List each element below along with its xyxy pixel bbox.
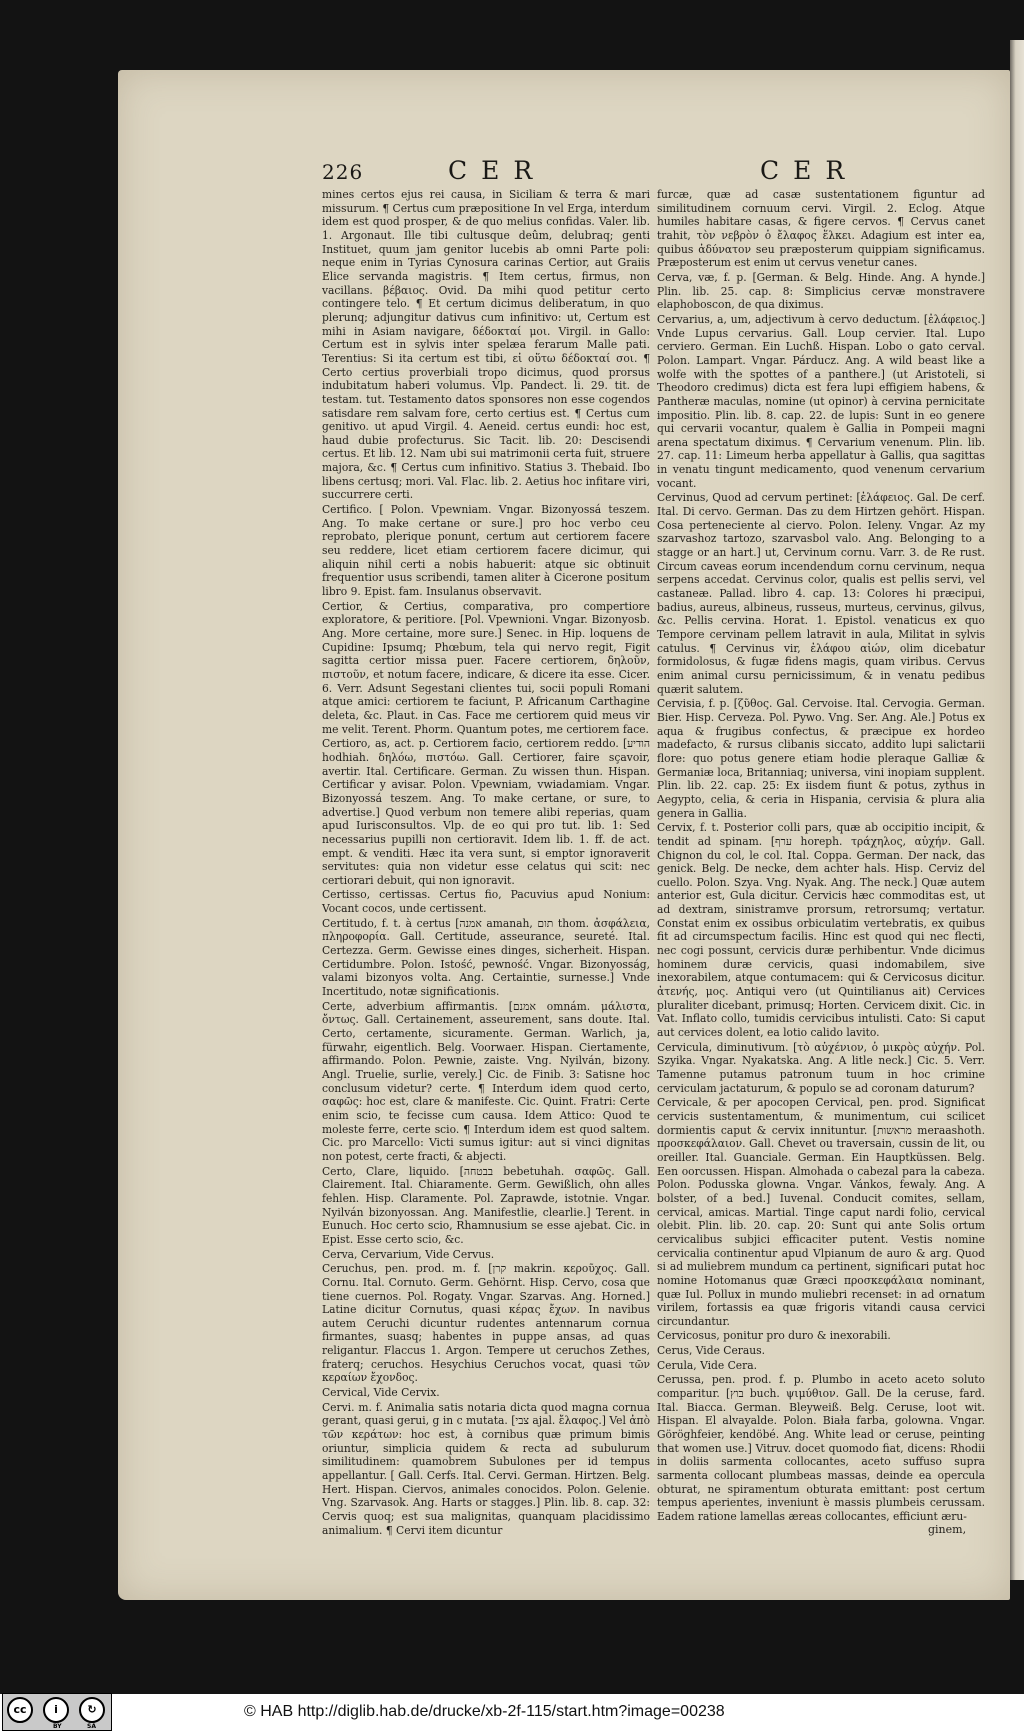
dictionary-entry: Cervinus, Quod ad cervum pertinet: [ἐλάφειος. Gal. De cerf. Ital. Di cervo. German. Das zu dem Hirtzen gehört. Hispan. Cosa perteneciente al ciervo. Polon. Ieleny. Vngar. Az my szarvashoz tartozo, szarvasbol valo. Ang. Belonging to a stagge or an hart.] ut, Cervinum cornu. Varr. 3. de Re rust. Circum caveas eorum incendendum cornu cervinum, nequa serpens accedat. Cervinus color, qualis est pellis servi, vel castaneæ. Pallad. libro 4. cap. 13: Colores hi præcipui, badius, aureus, albineus, russeus, murteus, cervinus, gilvus, &c. Pellis cervina. Horat. 1. Epistol. venaticus ex quo Tempore cervinam pellem latravit in aula, Militat in sylvis catulus. ¶ Cervinus vir, ἐλάφου αἰών, olim dicebatur formidolosus, & fugæ fidens magis, quam viribus. Cervus enim animal cursu pernicissimum, & in venatu pedibus quærit salutem. xyxy=(657,491,985,696)
next-page-edge xyxy=(1010,40,1024,1580)
attribution-icon: i xyxy=(43,1697,69,1723)
dictionary-entry: Cerva, Cervarium, Vide Cervus. xyxy=(322,1247,495,1261)
dictionary-entry: mines certos ejus rei causa, in Siciliam & terra & mari missurum. ¶ Certus cum præpositione In vel Erga, interdum idem est quod prosper, & de quo melius confidas. Valer. lib. 1. Argonaut. Ille tibi cultusque deûm, delubraq; genti Instituet, quum jam genitor lucebis ab omni Parte poli: neque enim in Tyrias Cynosura carinas Certior, aut Graiis Elice servanda magistris. ¶ Item certus, firmus, non vacillans. βέβαιος. Ovid. Da mihi quod petitur certo contingere telo. ¶ Et certum dicimus deliberatum, in quo plerunq; adjungitur dativus cum infinitivo: ut, Certum est mihi in Asiam navigare, δέδοκταί μοι. Virgil. in Gallo: Certum est in sylvis inter spelæa ferarum Malle pati. Terentius: Si ita certum est tibi, εἰ οὕτω δέδοκταί σοι. ¶ Certo certius proverbiali tropo dicimus, quod prorsus indubitatum haberi volumus. Vlp. Pandect. li. 29. tit. de testam. tut. Testamento datos sponsores non esse cogendos satisdare rem salvam fore, certo certius est. ¶ Certus cum genitivo. ut apud Virgil. 4. Aeneid. certus eundi: hoc est, haud dubie profecturus. Sic Tacit. lib. 20: Descisendi certus. Et lib. 12. Nam ubi sui matrimonii certa fuit, struere majora, &c. ¶ Certus cum infinitivo. Statius 3. Thebaid. Ibo libens certusq; mori. Val. Flac. lib. 2. Aetius hoc infitare viri, succurrere certi. xyxy=(322,188,651,502)
right-column xyxy=(657,188,985,1523)
dictionary-entry: Certior, & Certius, comparativa, pro compertiore exploratore, & peritiore. [Pol. Vpewnioni. Vngar. Bizonyosb. Ang. More certaine, more sure.] Senec. in Hip. loquens de Cupidine: Ipsumq; Phœbum, tela qui nervo regit, Figit sagitta certior missa puer. Facere certiorem, δηλοῦν, πιστοῦν, et notum facere, indicare, & dicere ita esse. Cicer. 6. Verr. Adsunt Segestani clientes tui, socii populi Romani atque amici: certiorem te faciunt, P. Africanum Carthagine deleta, &c. Plaut. in Cas. Face me certiorem quid meus vir me velit. Terent. Phorm. Quantum potes, me certiorem face. xyxy=(322,599,650,736)
dictionary-entry: furcæ, quæ ad casæ sustentationem figuntur ad similitudinem cornuum cervi. Virgil. 2. Eclog. Atque humiles habitare casas, & figere cervos. ¶ Cervus canet trahit, τὸν νεβρὸν ὁ ἔλαφος ἕλκει. Adagium est inter ea, quibus ἀδύνατον seu præposterum quippiam significamus. Præposterum est enim ut cervus venetur canes. xyxy=(657,188,985,270)
dictionary-entry: Cervix, f. t. Posterior colli pars, quæ ab occipitio incipit, & tendit ad spinam. [ערף horeph. τράχηλος, αὐχήν. Gall. Chignon du col, le col. Ital. Coppa. German. Der nack, das genick. Belg. De necke, dem achter hals. Hisp. Cerviz del cuello. Polon. Szya. Vng. Nyak. Ang. The neck.] Quæ autem anterior est, Gula dicitur. Cervicis hæc commoditas est, ut ad dextram, sinistramve prorsum, retrorsumq; vertatur. Constat enim ex ossibus orbiculatim vertebratis, ex quibus fit ad circumspectum facilis. Hinc est quod qui nec flecti, nec cogi possunt, cervicis duræ perhibentur. Vnde dicimus hominem duræ cervicis, quasi indomabilem, sive inexorabilem, atque contumacem: qui & Cervicosus dicitur. ἀτενής, μος. Antiqui vero (ut Quintilianus ait) Cervices pluraliter dicebant, primusq; Horten. Cervicem dixit. Cic. in Vat. Inflato collo, tumidis cervicibus intulisti. Cato: Si caput aut cervices dolent, ea lotio calido lavito. xyxy=(657,821,985,1040)
dictionary-entry: Certifico. [ Polon. Vpewniam. Vngar. Bizonyossá teszem. Ang. To make certane or sure.] pro hoc verbo ceu reprobato, plerique ponunt, certum aut certiorem facere seu reddere, licet etiam certiorem facere dicimur, qui aliquin nihil certi a nobis habuerit: atque sic obtinuit frequentior usus scribendi, tamen aliter à Cicerone positum libro 9. Epist. fam. Insulanus observavit. xyxy=(322,503,650,599)
dictionary-entry: Cervical, Vide Cervix. xyxy=(322,1386,440,1400)
license-by-label: BY xyxy=(53,1723,62,1730)
source-credit: © HAB http://diglib.hab.de/drucke/xb-2f-115/start.htm?image=00238 xyxy=(244,1703,725,1720)
license-sa-label: SA xyxy=(87,1723,96,1730)
dictionary-entry: Cervarius, a, um, adjectivum à cervo deductum. [ἐλάφειος.] Vnde Lupus cervarius. Gall. Loup cervier. Ital. Lupo cerviero. German. Ein Luchß. Hispan. Lobo o gato cerval. Polon. Lampart. Vngar. Párducz. Ang. A wild beast like a wolfe with the spottes of a panthere.] (ut Aristoteli, si Theodoro credimus) dicta est fera lupi effigiem habens, & Pantheræ maculas, nomine (ut opinor) à cervina pernicitate impositio. Plin. lib. 8. cap. 22. de lupis: Sunt in eo genere qui cervarii vocantur, qualem è Gallia in Pompeii magni arena spectatum diximus. ¶ Cervarium venenum. Plin. lib. 27. cap. 11: Limeum herba appellatur à Gallis, qua sagittas in venatu tingunt medicamento, quod venenum cervarium vocant. xyxy=(657,312,985,490)
dictionary-entry: Cerussa, pen. prod. f. p. Plumbo in aceto aceto soluto comparitur. [בוץ buch. ψιμύθιον. Gall. De la ceruse, fard. Ital. Biacca. German. Bleyweiß. Belg. Ceruse, loot wit. Hispan. El alvayalde. Polon. Biała farba, golowna. Vngar. Göröghfeier, kendöbé. Ang. White lead or ceruse, peinting that women use.] Vitruv. docet quomodo fiat, dicens: Rhodii in doliis sarmenta collocantes, aceto suffuso supra sarmenta collocant plumbeas massas, deinde ea opercula obturat, ne spiramentum obturata emittant: post certum tempus aperientes, inveniunt è massis plumbeis cerussam. Eadem ratione lamellas æreas collocantes, efficiunt æru- xyxy=(657,1373,985,1523)
dictionary-entry: Cervicale, & per apocopen Cervical, pen. prod. Significat cervicis sustentamentum, & munimentum, cui scilicet dormientis caput & cervix innituntur. [מראשות meraashoth. προσκεφάλαιον. Gall. Chevet ou traversain, cussin de lit, ou oreiller. Ital. Guanciale. German. Ein Hauptküssen. Belg. Een oorcussen. Hispan. Almohada o cabezal para la cabeza. Polon. Podusska glowna. Vngar. Vánkos, fewaly. Ang. A bolster, of a bed.] Iuvenal. Conducit comites, sellam, cervical, amicas. Martial. Tinge caput nardi folio, cervical olebit. Plin. lib. 20. cap. 20: Sunt qui ante Solis ortum cervicalibus subjici efficaciter putent. Vestis nomine cervicalia continentur apud Vlpianum de auro & arg. Quod si ad muliebrem mundum ca pertinent, significari putat hoc nomine Hotomanus quæ Græci προσκεφάλαια nominant, quæ Iul. Pollux in mundo muliebri recenset: in ad ornatum virilem, fortassis ea quæ frigoris vitandi causa cervici circundantur. xyxy=(657,1096,986,1328)
dictionary-entry: Certo, Clare, liquido. [בבטחה bebetuhah. σαφῶς. Gall. Clairement. Ital. Chiaramente. Germ. Gewißlich, ohn alles fehlen. Hisp. Claramente. Pol. Zaprawde, istotnie. Vngar. Nyilván bizonyossan. Ang. Manifestlie, clearlie.] Terent. in Eunuch. Hoc certo scio, Rhamnusium se esse ajebat. Cic. in Epist. Esse certo scio, &c. xyxy=(322,1164,650,1246)
page-number: 226 xyxy=(322,160,364,184)
dictionary-entry: Cerus, Vide Ceraus. xyxy=(657,1344,766,1358)
dictionary-entry: Certe, adverbium affirmantis. [אמנם omnám. μάλιστα, ὄντως. Gall. Certainement, asseurement, sans doute. Ital. Certo, certamente, sicuramente. German. Warlich, ja, fürwahr, eigentlich. Belg. Voorwaer. Hispan. Ciertamente, affirmando. Polon. Pewnie, zaiste. Vng. Nyilván, bizony. Angl. Truelie, surlie, verely.] Cic. de Finib. 3: Satisne hoc conclusum videtur? certe. ¶ Interdum idem quod certo, σαφῶς: hoc est, clare & manifeste. Cic. Quint. Fratri: Certe enim scio, te fecisse cum causa. Idem Attico: Quod te moleste ferre, certe scio. ¶ Interdum idem est quod saltem. Cic. pro Marcello: Victi sumus igitur: aut si vinci dignitas non potest, certe fracti, & abjecti. xyxy=(322,999,650,1163)
dictionary-entry: Cervicula, diminutivum. [τὸ αὐχένιον, ὁ μικρὸς αὐχήν. Pol. Szyika. Vngar. Nyakatska. Ang. A litle neck.] Cic. 5. Verr. Tamenne putamus patronum tuum in hoc crimine cerviculam jactaturum, & populo se ad coronam daturum? xyxy=(657,1040,985,1095)
running-head-right: CER xyxy=(760,156,859,185)
dictionary-entry: Ceruchus, pen. prod. m. f. [קרן makrin. κεροῦχος. Gall. Cornu. Ital. Cornuto. Germ. Gehörnt. Hisp. Cervo, cosa que tiene cuernos. Pol. Rogaty. Vngar. Szarvas. Ang. Horned.] Latine dicitur Cornutus, quasi κέρας ἔχων. In navibus autem Ceruchi dicuntur rudentes antennarum cornua firmantes, suasq; habentes in puppe ansas, ad quas religantur. Flaccus 1. Argon. Tempere ut ceruchos Zethes, fraterq; ceruchos. Hesychius Ceruchos vocat, quasi τῶν κεραίων ἔχονδος. xyxy=(322,1262,651,1385)
dictionary-entry: Cervi. m. f. Animalia satis notaria dicta quod magna cornua gerant, quasi gerui, g in c mutata. [צבי ajal. ἔλαφος.] Vel ἀπὸ τῶν κεράτων: hoc est, à cornibus quæ primum bimis oriuntur, simplicia quidem & recta ad subulurum similitudinem: quamobrem Subulones per id tempus appellantur. [ Gall. Cerfs. Ital. Cervi. German. Hirtzen. Belg. Hert. Hispan. Ciervos, animales conocidos. Polon. Gelenie. Vng. Szarvasok. Ang. Harts or stagges.] Plin. lib. 8. cap. 32: Cervis quoq; est sua malignitas, quanquam placidissimo animalium. ¶ Cervi item dicuntur xyxy=(322,1400,650,1537)
running-head-left: CER xyxy=(448,156,547,185)
dictionary-entry: Cervicosus, ponitur pro duro & inexorabili. xyxy=(657,1329,891,1343)
share-alike-icon: ↻ xyxy=(79,1697,105,1723)
dictionary-entry: Cerula, Vide Cera. xyxy=(657,1358,757,1372)
dictionary-entry: Cervisia, f. p. [ζῦθος. Gal. Cervoise. Ital. Cervogia. German. Bier. Hisp. Cerveza. Pol. Pywo. Vng. Ser. Ang. Ale.] Potus ex aqua & frugibus confectus, & præcipue ex hordeo madefacto, & rursus clibanis siccato, addito lupi salictarii flore: quo potus genere etiam hodie pleraque Galliæ & Germaniæ loca, Britanniaq; universa, vini inopiam supplent. Plin. lib. 22. cap. 25: Ex iisdem fiunt & potus, zythus in Aegypto, celia, & ceria in Hispania, cervisia & plura alia genera in Gallia. xyxy=(657,697,985,820)
cc-icon: cc xyxy=(7,1697,33,1723)
cc-license-badge[interactable] xyxy=(2,1693,112,1731)
catchword: ginem, xyxy=(928,1523,967,1536)
dictionary-entry: Certisso, certissas. Certus fio, Pacuvius apud Nonium: Vocant cocos, unde certissent. xyxy=(322,888,650,916)
dictionary-entry: Certitudo, f. t. à certus [אמנה amanah, תום thom. ἀσφάλεια, πληροφορία. Gall. Certitude, asseurance, seureté. Ital. Certezza. Germ. Gewisse eines dinges, sicherheit. Hispan. Certidumbre. Polon. Istość, pewność. Vngar. Bizonyosság, valami bizonyos volta. Ang. Certaintie, surnesse.] Vnde Incertitudo, notæ significationis. xyxy=(322,916,650,999)
left-column xyxy=(322,188,651,1537)
dictionary-entry: Cerva, væ, f. p. [German. & Belg. Hinde. Ang. A hynde.] Plin. lib. 25. cap. 8: Simplicius cervæ monstravere elaphoboscon, de qua diximus. xyxy=(657,270,985,312)
dictionary-entry: Certioro, as, act. p. Certiorem facio, certiorem reddo. [הודיע hodhiah. δηλόω, πιστόω. Gall. Certiorer, faire sçavoir, avertir. Ital. Certificare. German. Zu wissen thun. Hispan. Certificar y avisar. Polon. Vpewniam, vwiadamiam. Vngar. Bizonyossá teszem. Ang. To make certane, or sure, to advertise.] Quod verbum non temere alibi reperias, quam apud Iurisconsultos. Vlp. de eo qui pro tut. lib. 1: Sed necessarius pupilli non certioravit. Idem lib. 1. ff. de act. empt. & venditi. Hæc ita vera sunt, si emptor ignoraverit servitutes: quia non videtur esse celatus qui scit: nec certiorari debuit, qui non ignoravit. xyxy=(322,737,650,887)
